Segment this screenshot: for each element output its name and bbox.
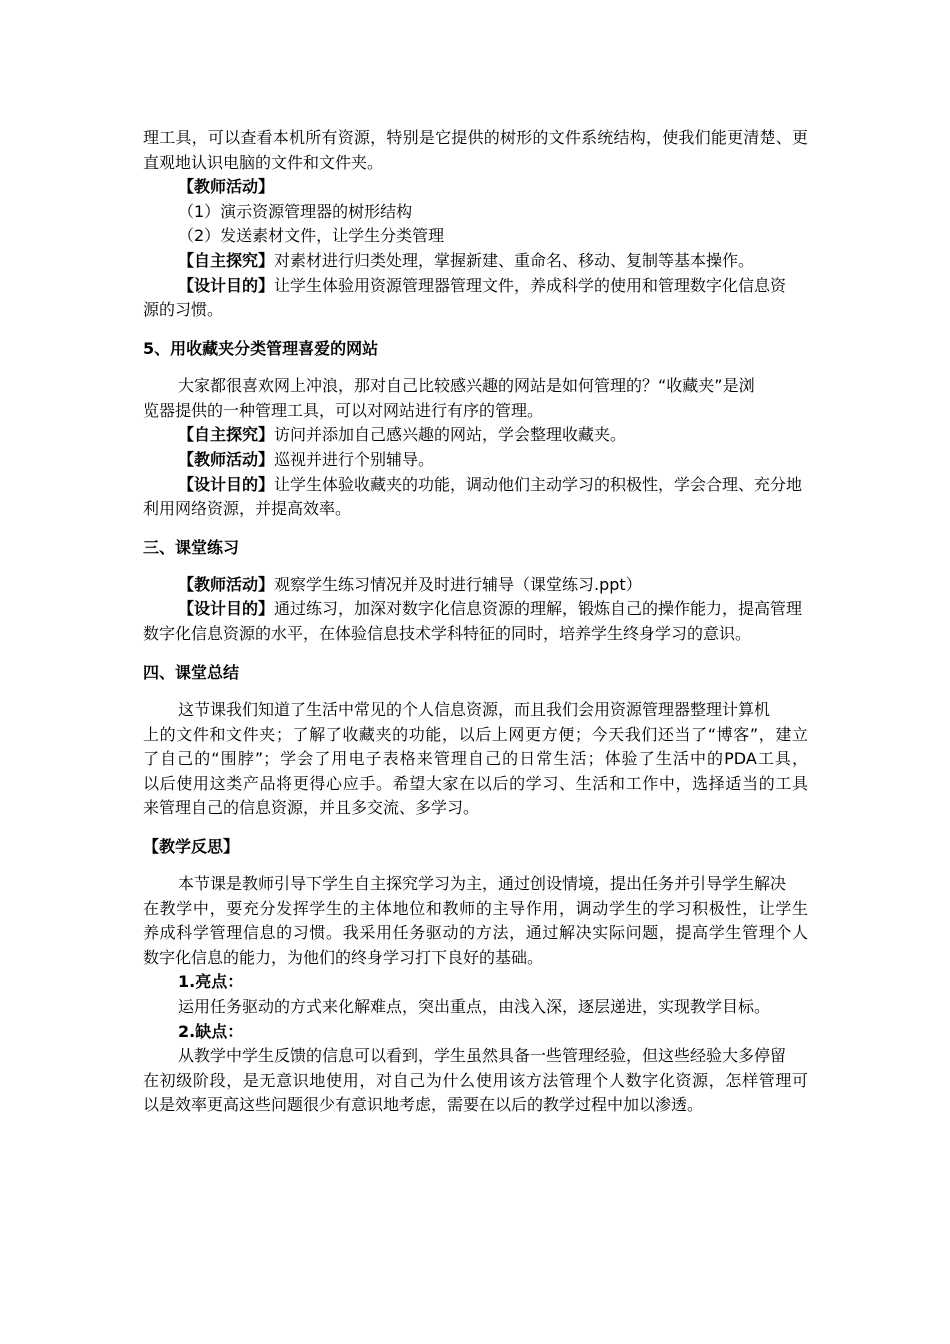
teacher-activity-line <box>178 574 642 596</box>
section-label: 【设计目的】 <box>178 475 275 494</box>
paragraph-line: 这节课我们知道了生活中常见的个人信息资源，而且我们会用资源管理器整理计算机 <box>178 700 771 719</box>
paragraph-line: 直观地认识电脑的文件和文件夹。 <box>143 153 384 172</box>
section-label: 【自主探究】 <box>178 425 275 444</box>
design-purpose-line <box>178 275 786 297</box>
paragraph-line: 在初级阶段，是无意识地使用，对自己为什么使用该方法管理个人数字化资源，怎样管理可 <box>143 1071 808 1090</box>
section-heading: 三、课堂练习 <box>143 538 240 557</box>
teacher-activity-line <box>178 449 434 471</box>
section-text: 让学生体验用资源管理器管理文件，养成科学的使用和管理数字化信息资 <box>274 276 787 295</box>
section-label: 【设计目的】 <box>178 276 275 295</box>
paragraph-line: 从教学中学生反馈的信息可以看到，学生虽然具备一些管理经验，但这些经验大多停留 <box>178 1046 787 1065</box>
section-text: 访问并添加自己感兴趣的网站，学会整理收藏夹。 <box>274 425 627 444</box>
paragraph-line: 数字化信息的能力，为他们的终身学习打下良好的基础。 <box>143 948 544 967</box>
section-heading: 5、用收藏夹分类管理喜爱的网站 <box>143 339 379 358</box>
teacher-activity-heading: 【教师活动】 <box>178 177 275 196</box>
paragraph-line: 大家都很喜欢网上冲浪，那对自己比较感兴趣的网站是如何管理的？“收藏夹”是浏 <box>178 376 755 395</box>
section-text: 观察学生练习情况并及时进行辅导（课堂练习.ppt） <box>274 575 642 594</box>
section-label: 【教师活动】 <box>178 575 275 594</box>
design-purpose-line <box>178 598 802 620</box>
design-purpose-line <box>178 474 802 496</box>
paragraph-line: 以后使用这类产品将更得心应手。希望大家在以后的学习、生活和工作中，选择适当的工具 <box>143 774 808 793</box>
paragraph-line: 本节课是教师引导下学生自主探究学习为主，通过创设情境，提出任务并引导学生解决 <box>178 874 787 893</box>
list-item: （1）演示资源管理器的树形结构 <box>178 202 413 221</box>
paragraph-line: 理工具，可以查看本机所有资源，特别是它提供的树形的文件系统结构，使我们能更清楚、更 <box>143 128 808 147</box>
section-text: 对素材进行归类处理，掌握新建、重命名、移动、复制等基本操作。 <box>274 251 755 270</box>
paragraph-line: 了自己的“围脖”；学会了用电子表格来管理自己的日常生活；体验了生活中的PDA工具， <box>143 749 808 768</box>
section-heading: 四、课堂总结 <box>143 663 240 682</box>
subheading: 2.缺点： <box>178 1022 244 1041</box>
section-text: 巡视并进行个别辅导。 <box>274 450 435 469</box>
paragraph-line: 源的习惯。 <box>143 300 224 319</box>
paragraph-line: 来管理自己的信息资源，并且多交流、多学习。 <box>143 798 480 817</box>
self-exploration-line <box>178 424 626 446</box>
list-item: （2）发送素材文件，让学生分类管理 <box>178 226 445 245</box>
paragraph-line: 以是效率更高这些问题很少有意识地考虑，需要在以后的教学过程中加以渗透。 <box>143 1095 704 1114</box>
section-text: 通过练习，加深对数字化信息资源的理解，锻炼自己的操作能力，提高管理 <box>274 599 803 618</box>
section-label: 【教师活动】 <box>178 450 275 469</box>
self-exploration-line <box>178 250 754 272</box>
paragraph-line: 运用任务驱动的方式来化解难点，突出重点，由浅入深，逐层递进，实现教学目标。 <box>178 997 771 1016</box>
paragraph-line: 览器提供的一种管理工具，可以对网站进行有序的管理。 <box>143 401 544 420</box>
section-label: 【设计目的】 <box>178 599 275 618</box>
paragraph-line: 养成科学管理信息的习惯。我采用任务驱动的方法，通过解决实际问题，提高学生管理个人 <box>143 923 808 942</box>
paragraph-line: 上的文件和文件夹；了解了收藏夹的功能，以后上网更方便；今天我们还当了“博客”，建立 <box>143 725 808 744</box>
paragraph-line: 数字化信息资源的水平，在体验信息技术学科特征的同时，培养学生终身学习的意识。 <box>143 624 752 643</box>
section-text: 让学生体验收藏夹的功能，调动他们主动学习的积极性，学会合理、充分地 <box>274 475 803 494</box>
paragraph-line: 在教学中，要充分发挥学生的主体地位和教师的主导作用，调动学生的学习积极性，让学生 <box>143 899 808 918</box>
section-heading: 【教学反思】 <box>143 837 240 856</box>
section-label: 【自主探究】 <box>178 251 275 270</box>
paragraph-line: 利用网络资源，并提高效率。 <box>143 499 352 518</box>
subheading: 1.亮点： <box>178 972 244 991</box>
